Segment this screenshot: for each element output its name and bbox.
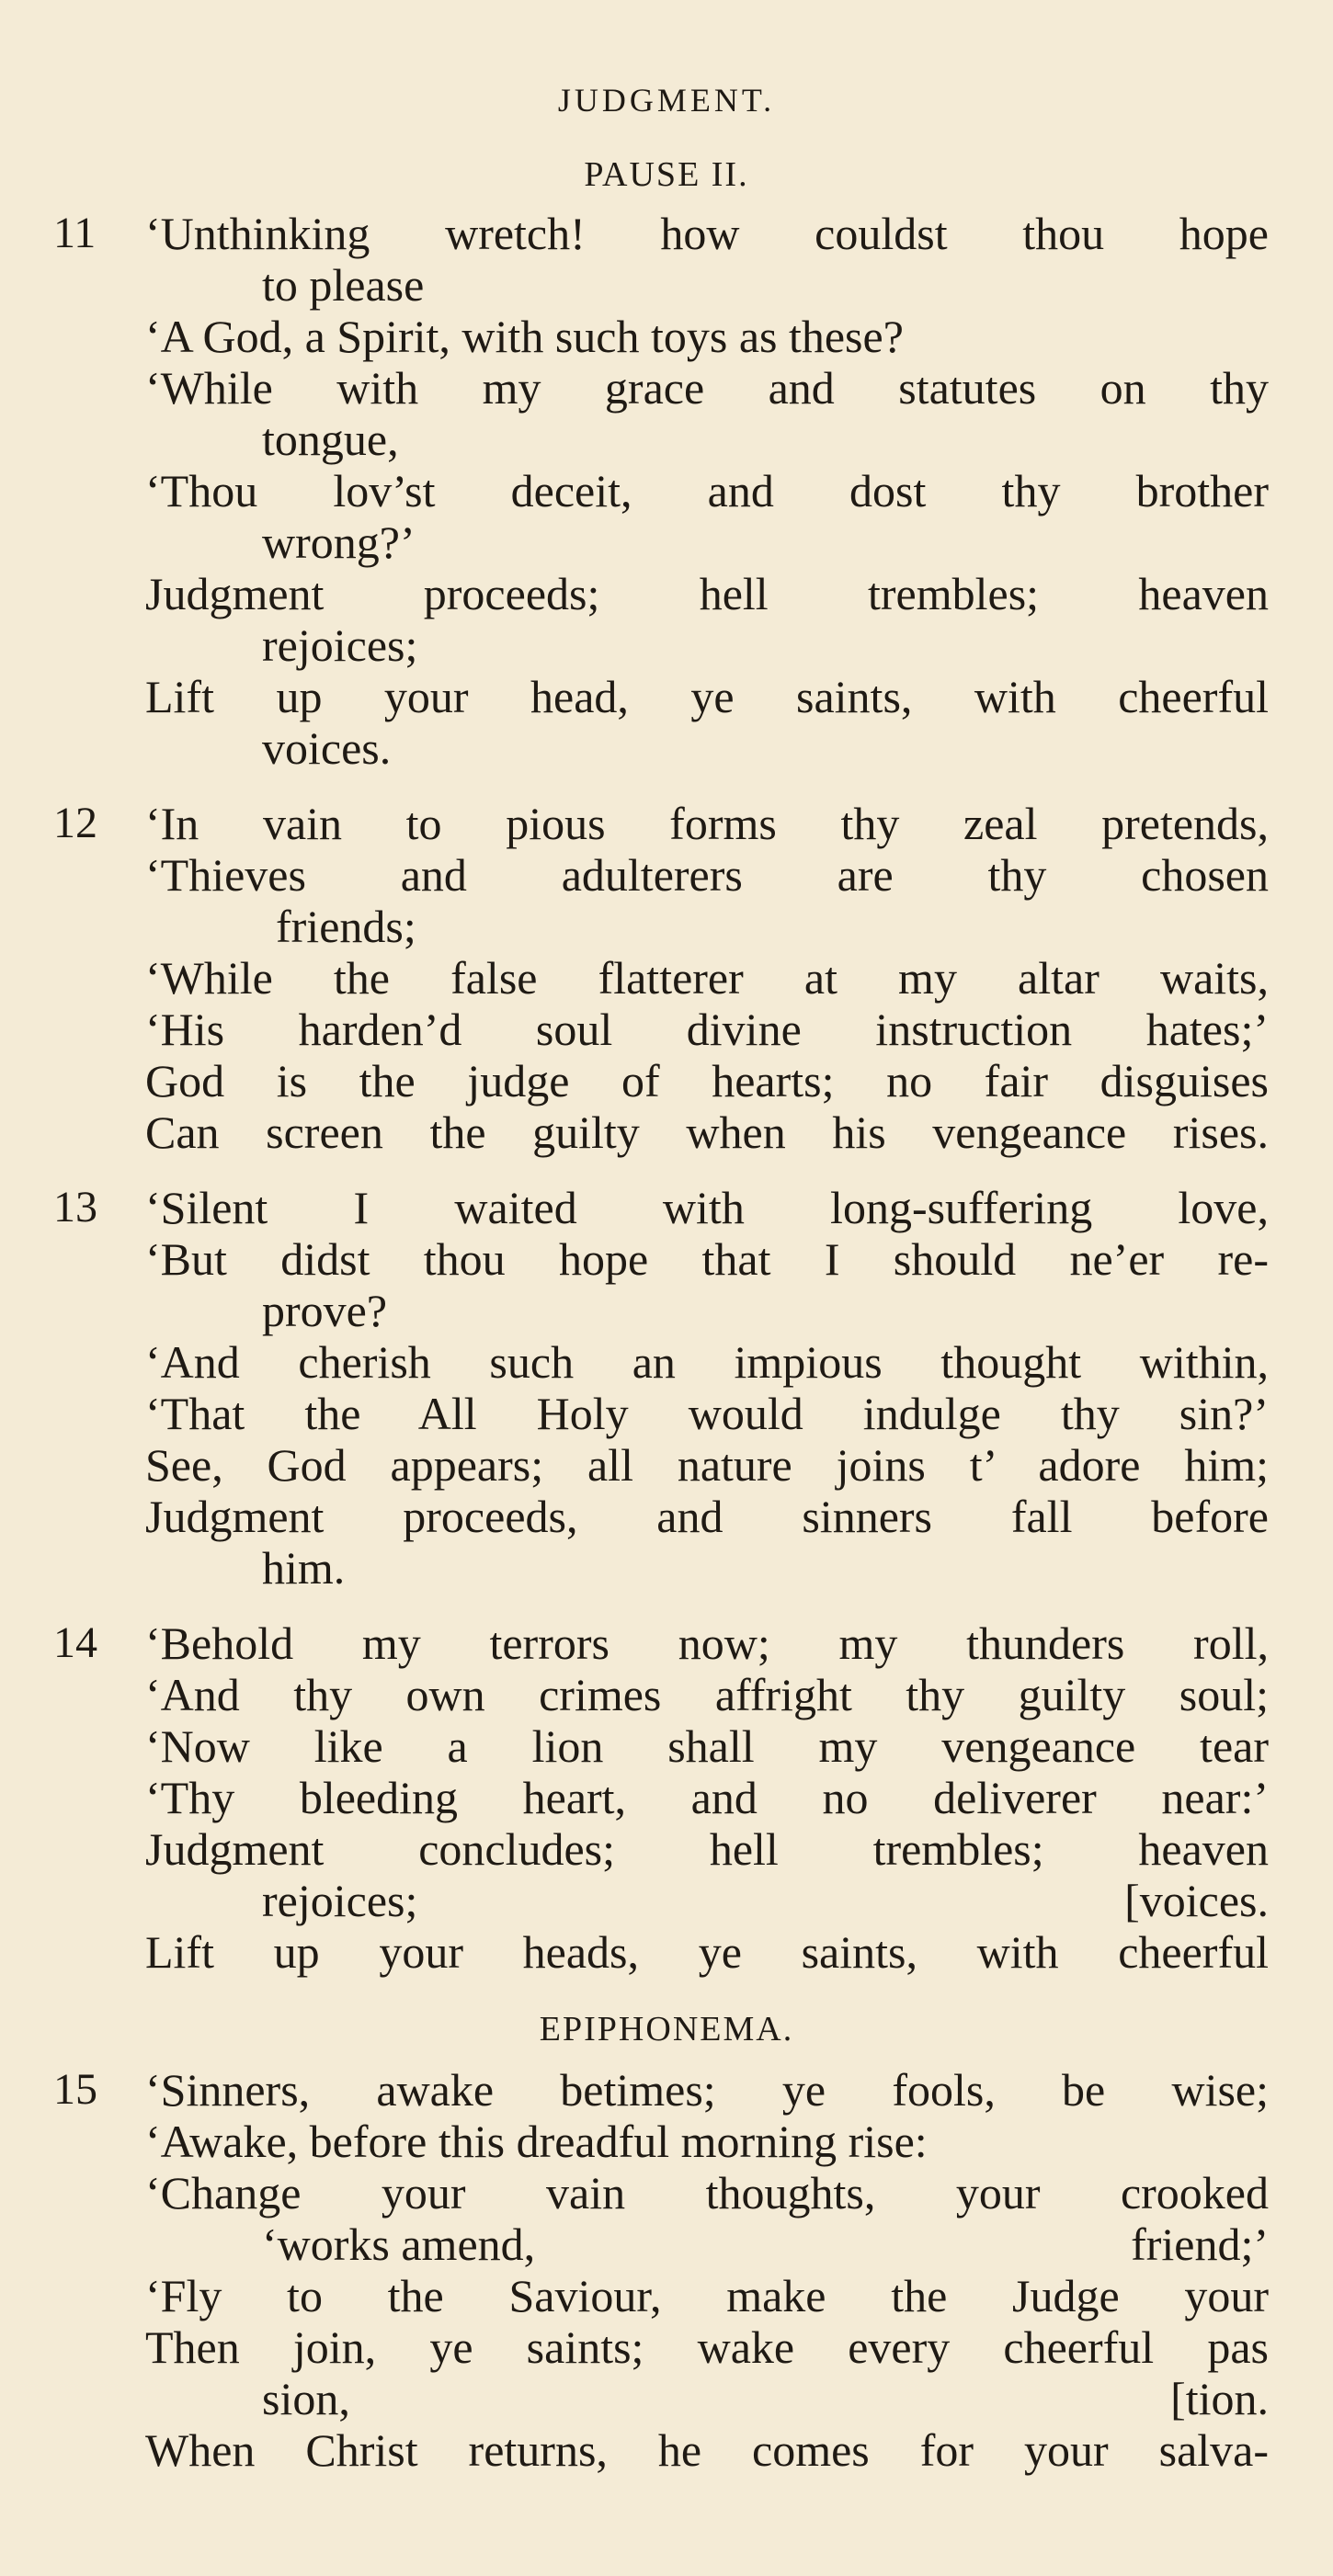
verse-line: ‘Fly to the Saviour, make the Judge your [145, 2270, 1269, 2321]
verse-line: sion, [262, 2373, 350, 2424]
verse-line: him. [262, 1542, 346, 1594]
verse-line: ‘Awake, before this dreadful morning rise: [145, 2116, 928, 2167]
verse-line: ‘A God, a Spirit, with such toys as these? [145, 311, 904, 362]
verse-line: Lift up your heads, ye saints, with cheerful [145, 1926, 1269, 1978]
verse-line: When Christ returns, he comes for your salva- [145, 2424, 1269, 2476]
stanza-number: 11 [53, 209, 97, 257]
verse-line: ‘Now like a lion shall my vengeance tear [145, 1720, 1269, 1772]
verse-line: ‘Thou lov’st deceit, and dost thy brother [145, 465, 1269, 516]
verse-line: wrong?’ [262, 516, 416, 568]
verse-turnover: [voices. [1124, 1875, 1269, 1926]
verse-line: ‘Behold my terrors now; my thunders roll, [145, 1617, 1269, 1669]
verse-line: ‘Silent I waited with long-suffering love, [145, 1182, 1269, 1233]
verse-line: Then join, ye saints; wake every cheerful pas [145, 2321, 1269, 2373]
verse-line: ‘works amend, [262, 2219, 536, 2270]
verse-line: prove? [262, 1285, 388, 1336]
verse-line: Judgment proceeds, and sinners fall before [145, 1491, 1269, 1542]
pause-heading: PAUSE II. [584, 155, 749, 194]
verse-line: Lift up your head, ye saints, with cheerful [145, 671, 1269, 722]
verse-line: See, God appears; all nature joins t’ adore him; [145, 1439, 1269, 1491]
verse-line: ‘Change your vain thoughts, your crooked [145, 2167, 1269, 2219]
verse-turnover: friend;’ [1131, 2219, 1269, 2270]
verse-line: tongue, [262, 414, 399, 465]
stanza-number: 13 [53, 1183, 97, 1231]
verse-line: ‘Sinners, awake betimes; ye fools, be wise; [145, 2064, 1269, 2116]
verse-line: voices. [262, 722, 392, 774]
verse-line: ‘That the All Holy would indulge thy sin?’ [145, 1388, 1269, 1439]
verse-line: ‘Thy bleeding heart, and no deliverer near:’ [145, 1772, 1269, 1823]
verse-line: ‘Thieves and adulterers are thy chosen [145, 849, 1269, 901]
verse-line: friends; [276, 901, 416, 952]
verse-line: rejoices; [262, 1875, 418, 1926]
verse-line: ‘And cherish such an impious thought within, [145, 1336, 1269, 1388]
verse-line: ‘While with my grace and statutes on thy [145, 362, 1269, 414]
verse-line: ‘While the false flatterer at my altar waits, [145, 952, 1269, 1004]
verse-turnover: [tion. [1170, 2373, 1269, 2424]
epiphonema-heading: EPIPHONEMA. [539, 2010, 794, 2048]
verse-line: ‘But didst thou hope that I should ne’er re- [145, 1233, 1269, 1285]
stanza-number: 15 [53, 2065, 97, 2114]
verse-line: ‘His harden’d soul divine instruction hates;’ [145, 1004, 1269, 1055]
verse-line: ‘And thy own crimes affright thy guilty soul; [145, 1669, 1269, 1720]
verse-line: Judgment proceeds; hell trembles; heaven [145, 568, 1269, 619]
verse-line: ‘Unthinking wretch! how couldst thou hope [145, 208, 1269, 259]
verse-line: Can screen the guilty when his vengeance rises. [145, 1106, 1269, 1158]
verse-line: God is the judge of hearts; no fair disguises [145, 1055, 1269, 1106]
verse-line: rejoices; [262, 619, 418, 671]
running-head: JUDGMENT. [557, 82, 776, 119]
verse-line: Judgment concludes; hell trembles; heaven [145, 1823, 1269, 1875]
stanza-number: 14 [53, 1618, 97, 1667]
verse-line: ‘In vain to pious forms thy zeal pretends, [145, 798, 1269, 849]
verse-line: to please [262, 259, 425, 311]
stanza-number: 12 [53, 799, 97, 847]
